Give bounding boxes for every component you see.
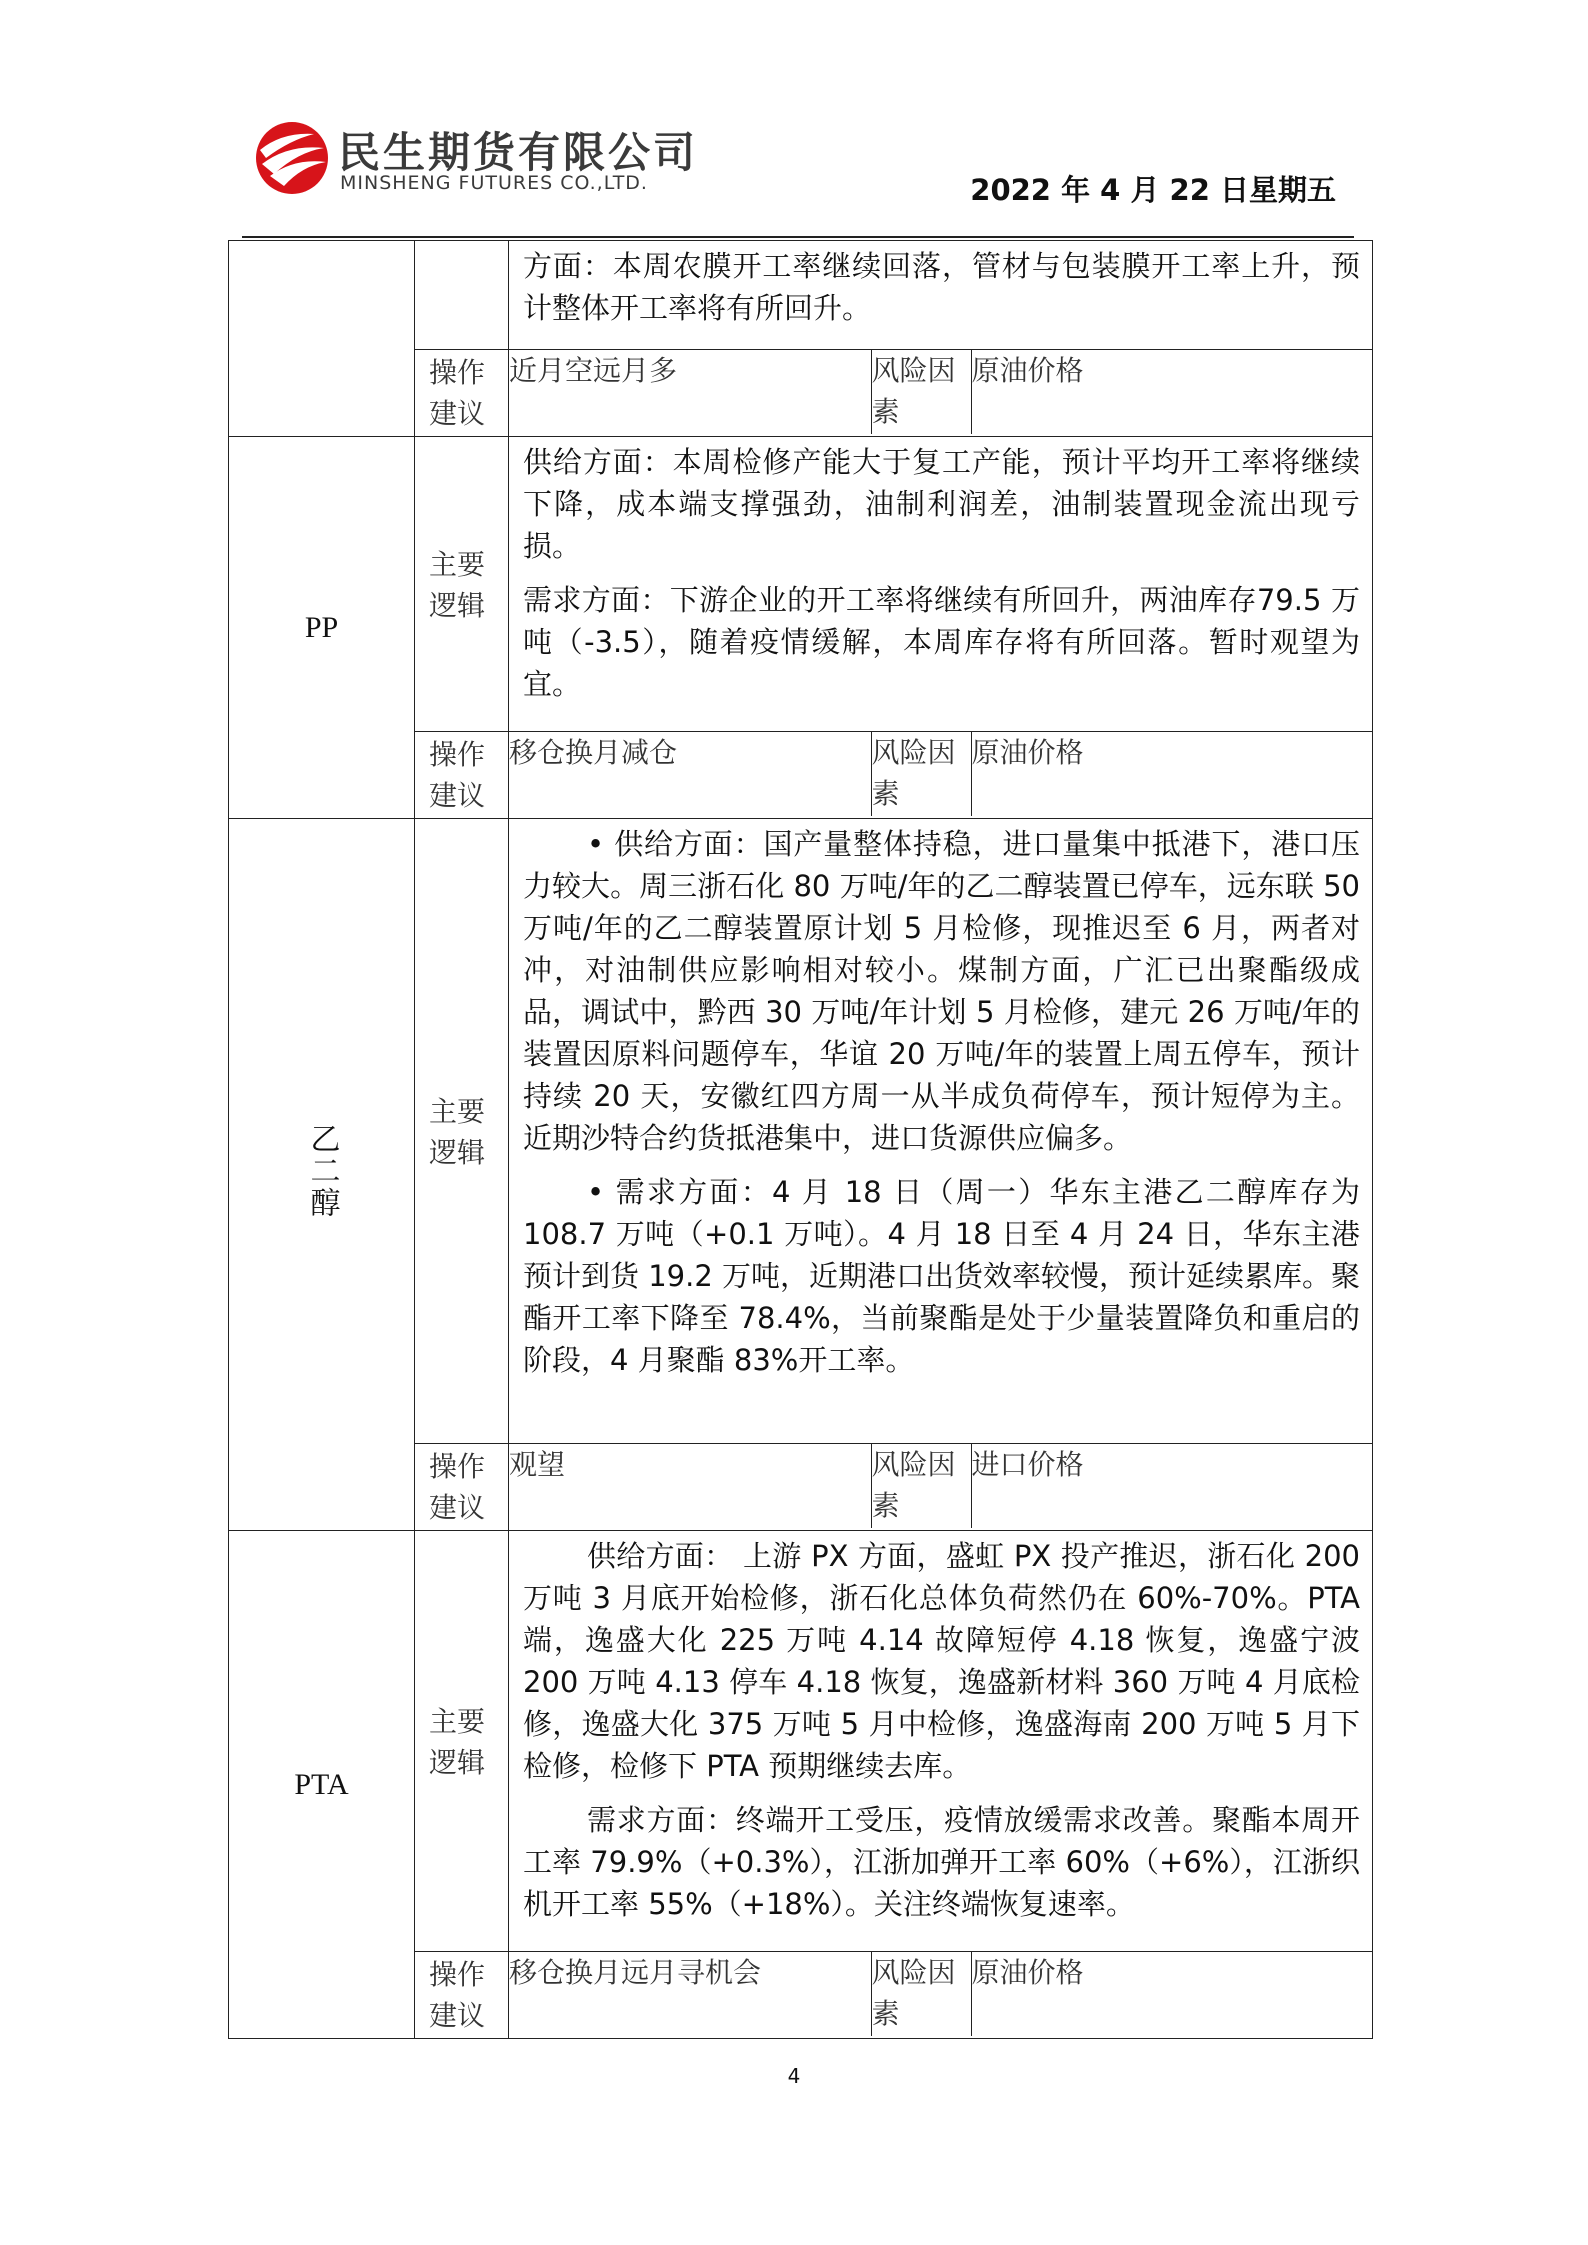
op-label: 操作建议 bbox=[415, 1952, 509, 2039]
logic-paragraph: • 需求方面：4 月 18 日（周一）华东主港乙二醇库存为 108.7 万吨（+0.1 万吨）。4 月 18 日至 4 月 24 日，华东主港预计到货 19.2 万吨，近期港口出货效率较慢，预计延续累库。聚酯开工率下降至 78.4%，当前聚酯是处于少量装置降负和重启的阶段，4 月聚酯 83%开工率。 bbox=[523, 1175, 1361, 1377]
op-label: 操作建议 bbox=[415, 350, 509, 437]
company-name-en: MINSHENG FUTURES CO.,LTD. bbox=[340, 172, 648, 194]
op-value: 移仓换月远月寻机会 bbox=[509, 1956, 762, 1989]
op-value: 近月空远月多 bbox=[509, 354, 678, 387]
section-name-pp: PP bbox=[229, 437, 415, 819]
logic-content-cell bbox=[509, 241, 1373, 350]
risk-value: 进口价格 bbox=[971, 1444, 1372, 1528]
risk-value: 原油价格 bbox=[971, 732, 1372, 816]
risk-label: 风险因素 bbox=[871, 350, 971, 434]
op-risk-cell bbox=[509, 1952, 1373, 2039]
report-date: 2022 年 4 月 22 日星期五 bbox=[970, 173, 1336, 207]
company-logo bbox=[252, 118, 732, 198]
logic-paragraph: 供给方面：本周检修产能大于复工产能，预计平均开工率将继续下降，成本端支撑强劲，油制利润差，油制装置现金流出现亏损。 bbox=[523, 445, 1360, 563]
risk-label: 风险因素 bbox=[871, 732, 971, 816]
section-name-pta: PTA bbox=[229, 1531, 415, 2039]
op-value: 观望 bbox=[509, 1448, 566, 1481]
logic-paragraph: 需求方面：终端开工受压，疫情放缓需求改善。聚酯本周开工率 79.9%（+0.3%），江浙加弹开工率 60%（+6%），江浙织机开工率 55%（+18%）。关注终端恢复速率。 bbox=[523, 1803, 1360, 1921]
section-continued-logic-row bbox=[229, 241, 1373, 350]
section-name-meg bbox=[229, 819, 415, 1531]
op-label: 操作建议 bbox=[415, 1444, 509, 1531]
logic-content-cell bbox=[509, 819, 1373, 1444]
commodity-table bbox=[228, 240, 1373, 2039]
risk-label: 风险因素 bbox=[871, 1952, 971, 2036]
company-name-cn: 民生期货有限公司 bbox=[338, 128, 699, 177]
page-header bbox=[0, 0, 1588, 240]
logic-paragraph: • 供给方面：国产量整体持稳，进口量集中抵港下，港口压力较大。周三浙石化 80 万吨/年的乙二醇装置已停车，远东联 50 万吨/年的乙二醇装置原计划 5 月检修，现推迟至 6 月，两者对冲，对油制供应影响相对较小。煤制方面，广汇已出聚酯级成品，调试中，黔西 30 万吨/年计划 5 月检修，建元 26 万吨/年的装置因原料问题停车，华谊 20 万吨/年的装置上周五停车，预计持续 20 天，安徽红四方周一从半成负荷停车，预计短停为主。近期沙特合约货抵港集中，进口货源供应偏多。 bbox=[523, 827, 1360, 1155]
logic-paragraph: 供给方面： 上游 PX 方面，盛虹 PX 投产推迟，浙石化 200 万吨 3 月底开始检修，浙石化总体负荷然仍在 60%-70%。PTA 端，逸盛大化 225 万吨 4.14 故障短停 4.18 恢复，逸盛宁波 200 万吨 4.13 停车 4.18 恢复，逸盛新材料 360 万吨 4 月底检修，逸盛大化 375 万吨 5 月中检修，逸盛海南 200 万吨 5 月下检修，检修下 PTA 预期继续去库。 bbox=[523, 1539, 1360, 1783]
logic-label: 主要逻辑 bbox=[415, 437, 509, 732]
risk-label: 风险因素 bbox=[871, 1444, 971, 1528]
section-name-text: 乙二醇 bbox=[305, 1122, 339, 1219]
logic-label-cell bbox=[415, 241, 509, 350]
logic-label: 主要逻辑 bbox=[415, 819, 509, 1444]
op-risk-cell bbox=[509, 1444, 1373, 1531]
logic-content-cell bbox=[509, 437, 1373, 732]
op-risk-cell bbox=[509, 732, 1373, 819]
op-risk-cell bbox=[509, 350, 1373, 437]
page-number: 4 bbox=[787, 2064, 801, 2088]
logic-content-cell bbox=[509, 1531, 1373, 1952]
header-divider bbox=[242, 236, 1354, 238]
logic-paragraph: 方面：本周农膜开工率继续回落，管材与包装膜开工率上升，预计整体开工率将有所回升。 bbox=[523, 249, 1360, 325]
op-label: 操作建议 bbox=[415, 732, 509, 819]
section-pta-logic-row bbox=[229, 1531, 1373, 1952]
logic-label: 主要逻辑 bbox=[415, 1531, 509, 1952]
logic-paragraph: 需求方面：下游企业的开工率将继续有所回升，两油库存79.5 万吨（-3.5），随着疫情缓解，本周库存将有所回落。暂时观望为宜。 bbox=[523, 583, 1360, 701]
section-name-cell bbox=[229, 241, 415, 437]
risk-value: 原油价格 bbox=[971, 1952, 1372, 2036]
section-meg-logic-row bbox=[229, 819, 1373, 1444]
section-pp-logic-row bbox=[229, 437, 1373, 732]
minsheng-logo-icon bbox=[252, 118, 332, 198]
op-value: 移仓换月减仓 bbox=[509, 736, 678, 769]
risk-value: 原油价格 bbox=[971, 350, 1372, 434]
